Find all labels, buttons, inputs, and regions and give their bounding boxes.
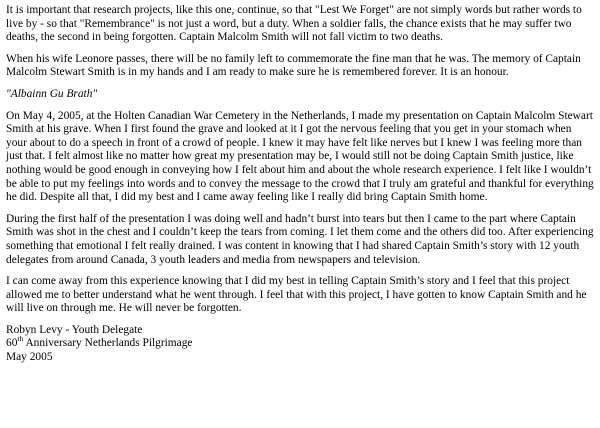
paragraph-conclusion: I can come away from this experience knowing that I did my best in telling Captain Smith’s story and I feel that this project allowed me to better understand what he went through. I feel that with this project, I have gotten to know Captain Smith and he will live on through me. He will never be forgotten. xyxy=(6,275,587,315)
signature-date: May 2005 xyxy=(6,351,53,364)
signature-author: Robyn Levy - Youth Delegate xyxy=(6,323,143,336)
event-number: 60 xyxy=(6,337,18,350)
paragraph-emotion: During the first half of the presentation I was doing well and hadn’t burst into tears but then I came to the part where Captain Smith was shot in the chest and I couldn’t keep the tears from coming. I let them come and the others did too. After experiencing something that emotional I felt really drained. I was content in knowing that I had shared Captain Smith’s story with 12 youth delegates from around Canada, 3 youth leaders and media from newspapers and television. xyxy=(6,212,594,266)
motto: "Albainn Gu Brath" xyxy=(6,87,98,100)
event-suffix: th xyxy=(17,334,24,344)
paragraph-lest-we-forget: It is important that research projects, like this one, continue, so that "Lest We Forget" are not simply words but rather words to live by - so that "Remembrance" is not just a word, but a duty. When a soldier falls, the chance exists that he may suffer two deaths, the second in being forgotten. Captain Malcolm Smith will not fall victim to two deaths. xyxy=(6,4,582,44)
paragraph-memory: When his wife Leonore passes, there will be no family left to commemorate the fine man that he was. The memory of Captain Malcolm Stewart Smith is in my hands and I am ready to make sure he is remembered forever. It is an honour. xyxy=(6,52,581,79)
signature-event xyxy=(6,334,594,351)
paragraph-presentation: On May 4, 2005, at the Holten Canadian War Cemetery in the Netherlands, I made my presentation on Captain Malcolm Stewart Smith at his grave. When I first found the grave and looked at it I got the nervous feeling that you get in your stomach when your about to do a speech in front of a crowd of people. I knew it may have felt like nerves but I knew I was feeling more than just that. I felt almost like no matter how great my presentation may be, I would still not be doing Captain Smith justice, like nothing would be good enough in conveying how I felt about him and about the whole research experience. I felt like I wouldn’t be able to put my feelings into words and to convey the message to the crowd that I truly am grateful and thankful for everything he did. Despite all that, I did my best and I came away feeling like I really did bring Captain Smith home. xyxy=(6,109,594,204)
document-body xyxy=(6,4,594,365)
event-name: Anniversary Netherlands Pilgrimage xyxy=(23,337,193,350)
